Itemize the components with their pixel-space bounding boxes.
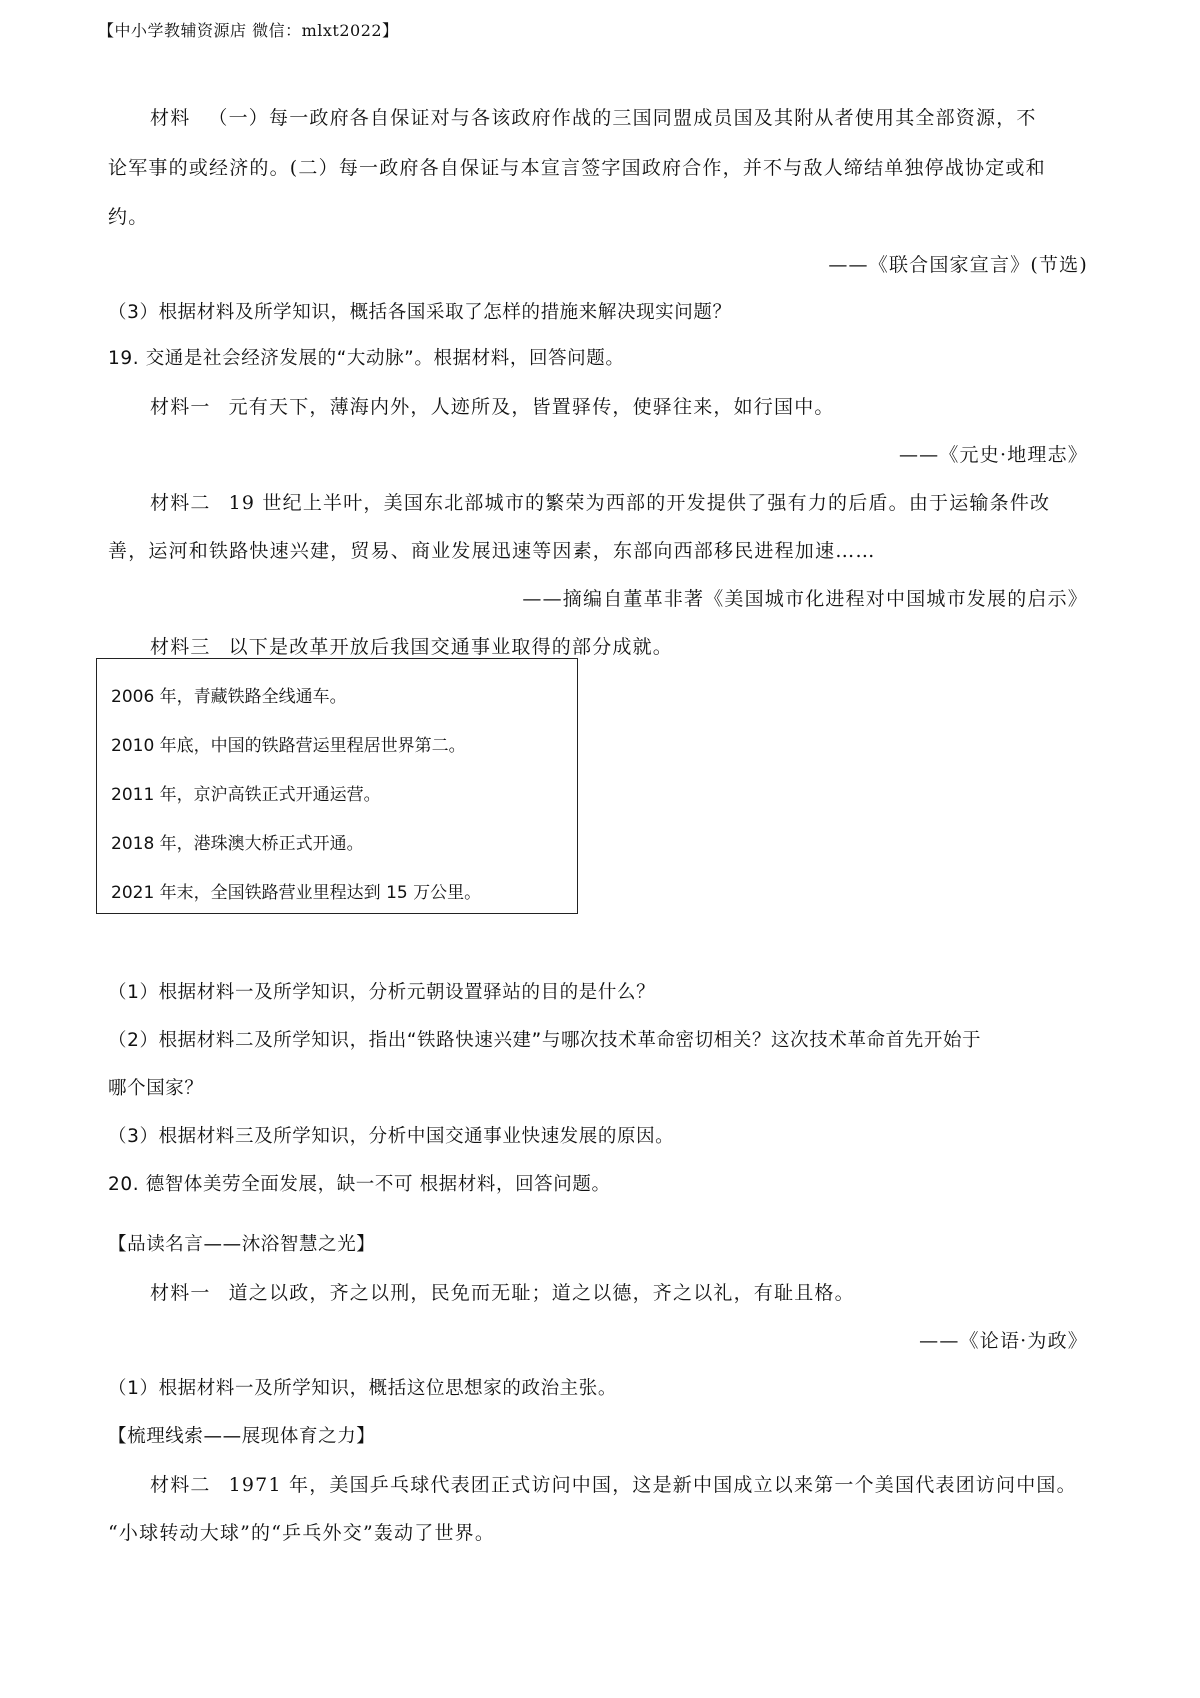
q20-m1-source: ——《论语·为政》 — [919, 1330, 1088, 1352]
q20-stem: 20. 德智体美劳全面发展，缺一不可 根据材料，回答问题。 — [108, 1174, 611, 1195]
q19-m2-line2: 善，运河和铁路快速兴建，贸易、商业发展迅速等因素，东部向西部移民进程加速…… — [108, 540, 876, 562]
q20-m1-text: 道之以政，齐之以刑，民免而无耻；道之以德，齐之以礼，有耻且格。 — [228, 1282, 855, 1304]
q20-material2 — [150, 1470, 1077, 1497]
q18-material-label: 材料 — [150, 107, 191, 129]
q19-question1: （1）根据材料一及所学知识，分析元朝设置驿站的目的是什么？ — [108, 982, 656, 1003]
q20-material1 — [150, 1278, 855, 1305]
q18-material-line3: 约。 — [108, 206, 149, 228]
q20-question1: （1）根据材料一及所学知识，概括这位思想家的政治主张。 — [108, 1378, 617, 1399]
q18-material-line1 — [150, 103, 1037, 130]
q20-m2-text1: 1971 年，美国乒乓球代表团正式访问中国，这是新中国成立以来第一个美国代表团访问中国。 — [228, 1474, 1077, 1496]
q19-m3-text: 以下是改革开放后我国交通事业取得的部分成就。 — [228, 636, 674, 658]
q18-source: ——《联合国家宣言》(节选) — [828, 254, 1088, 276]
q18-question3: （3）根据材料及所学知识，概括各国采取了怎样的措施来解决现实问题？ — [108, 302, 732, 323]
q20-m2-line2: “小球转动大球”的“乒乓外交”轰动了世界。 — [108, 1522, 496, 1544]
q19-m1-source: ——《元史·地理志》 — [898, 444, 1088, 466]
achievement-item: 2011 年，京沪高铁正式开通运营。 — [111, 785, 381, 805]
q19-question2-line1: （2）根据材料二及所学知识，指出“铁路快速兴建”与哪次技术革命密切相关？这次技术革命首先开始于 — [108, 1030, 982, 1051]
q20-m1-label: 材料一 — [150, 1282, 211, 1304]
q19-m2-label: 材料二 — [150, 492, 211, 514]
q19-m2-text1: 19 世纪上半叶，美国东北部城市的繁荣为西部的开发提供了强有力的后盾。由于运输条件改 — [228, 492, 1051, 514]
q20-m2-label: 材料二 — [150, 1474, 211, 1496]
q19-stem: 19. 交通是社会经济发展的“大动脉”。根据材料，回答问题。 — [108, 348, 625, 369]
q19-m3-label: 材料三 — [150, 636, 211, 658]
q19-m1-label: 材料一 — [150, 396, 211, 418]
q20-section2-title: 【梳理线索——展现体育之力】 — [108, 1426, 376, 1447]
q19-m1-text: 元有天下，薄海内外，人迹所及，皆置驿传，使驿往来，如行国中。 — [228, 396, 835, 418]
q19-question2-line2: 哪个国家？ — [108, 1078, 204, 1099]
achievement-item: 2006 年，青藏铁路全线通车。 — [111, 687, 347, 707]
q20-section1-title: 【品读名言——沐浴智慧之光】 — [108, 1234, 376, 1255]
achievement-item: 2010 年底，中国的铁路营运里程居世界第二。 — [111, 736, 466, 756]
achievement-item: 2018 年，港珠澳大桥正式开通。 — [111, 834, 364, 854]
q19-material2-line1 — [150, 488, 1050, 515]
achievement-item: 2021 年末，全国铁路营业里程达到 15 万公里。 — [111, 883, 482, 903]
q19-material1 — [150, 392, 835, 419]
q19-m2-source: ——摘编自董革非著《美国城市化进程对中国城市发展的启示》 — [522, 588, 1088, 610]
q18-material-line2: 论军事的或经济的。(二）每一政府各自保证与本宣言签字国政府合作，并不与敌人缔结单独停战协定或和 — [108, 157, 1046, 179]
q18-material-text1: （一）每一政府各自保证对与各该政府作战的三国同盟成员国及其附从者使用其全部资源，不 — [208, 107, 1037, 129]
q19-material3 — [150, 632, 673, 659]
q19-question3: （3）根据材料三及所学知识，分析中国交通事业快速发展的原因。 — [108, 1126, 675, 1147]
header-watermark: 【中小学教辅资源店 微信：mlxt2022】 — [98, 21, 399, 40]
achievements-box — [96, 658, 578, 914]
